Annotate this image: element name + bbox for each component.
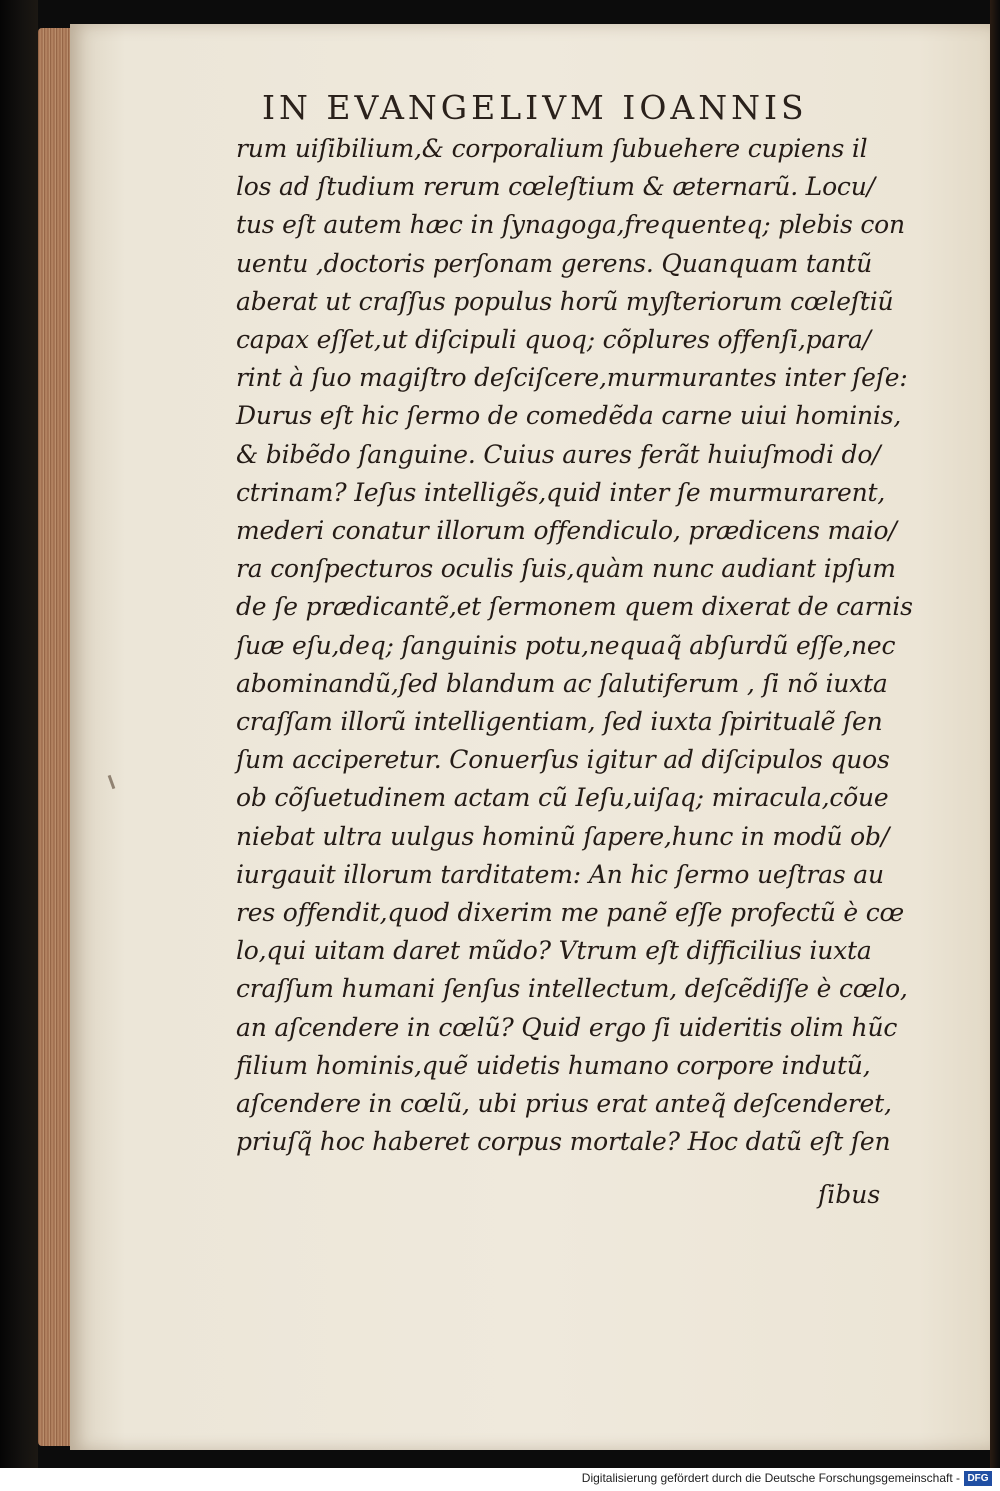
text-line: ſuæ eſu,deq; ſanguinis potu,nequaq̃ abſurdũ eſſe,nec [236,630,896,660]
text-line: an aſcendere in cœlũ? Quid ergo ſi uideritis olim hũc [236,1012,898,1042]
text-line: aberat ut craſſus populus horũ myſteriorum cœleſtiũ [236,286,894,316]
text-line: tus eſt autem hæc in ſynagoga,frequenteq; plebis con [236,210,905,240]
funding-credit: Digitalisierung gefördert durch die Deutsche Forschungsgemeinschaft - [581,1471,960,1485]
text-line: ſum acciperetur. Conuerſus igitur ad diſcipulos quos [236,745,890,775]
text-line: abominandũ,ſed blandum ac ſalutiferum , ſi nõ iuxta [236,668,888,698]
text-line: Durus eſt hic ſermo de comedẽda carne uiui hominis, [236,401,902,431]
text-line: filium hominis,quẽ uidetis humano corpore indutũ, [236,1050,871,1080]
text-line: aſcendere in cœlũ, ubi prius erat anteq̃ deſcenderet, [236,1089,892,1119]
text-line: lo,qui uitam daret mũdo? Vtrum eſt difficilius iuxta [236,936,872,966]
scan-right-edge [990,0,1000,1468]
text-line: los ad ſtudium rerum cœleſtium & æternarũ. Locu/ [236,172,875,202]
running-head: IN EVANGELIVM IOANNIS [262,88,808,127]
text-line: ra conſpecturos oculis ſuis,quàm nunc audiant ipſum [236,554,896,584]
dfg-logo: DFG [964,1471,992,1486]
text-line: ob cõſuetudinem actam cũ Ieſu,uiſaq; miracula,cõue [236,783,889,813]
catchword: ſibus [818,1180,881,1209]
text-line: craſſam illorũ intelligentiam, ſed iuxta ſpiritualẽ ſen [236,707,883,737]
body-text [236,130,916,1161]
text-line: uentu ,doctoris perſonam gerens. Quanquam tantũ [236,248,873,278]
text-line: capax eſſet,ut diſcipuli quoq; cõplures offenſi,para/ [236,325,871,355]
text-line: rint à ſuo magiſtro deſciſcere,murmurantes inter ſeſe: [236,363,908,393]
text-line: rum uiſibilium,& corporalium ſubuehere cupiens il [236,134,868,163]
text-line: craſſum humani ſenſus intellectum, deſcẽdiſſe è cœlo, [236,974,908,1004]
text-line: niebat ultra uulgus hominũ ſapere,hunc in modũ ob/ [236,821,890,851]
text-line: ctrinam? Ieſus intelligẽs,quid inter ſe murmurarent, [236,477,886,507]
text-line: iurgauit illorum tarditatem: An hic ſermo ueſtras au [236,859,884,889]
text-line: & bibẽdo ſanguine. Cuius aures ferãt huiuſmodi do/ [236,439,881,469]
text-line: de ſe prædicantẽ,et ſermonem quem dixerat de carnis [236,592,913,622]
book-binding [0,0,38,1468]
text-line: priuſq̃ hoc haberet corpus mortale? Hoc datũ eſt ſen [236,1127,891,1157]
text-line: res offendit,quod dixerim me panẽ eſſe profectũ è cœ [236,898,905,928]
footer-bar [0,1468,1000,1491]
text-line: mederi conatur illorum offendiculo, prædicens maio/ [236,516,897,546]
